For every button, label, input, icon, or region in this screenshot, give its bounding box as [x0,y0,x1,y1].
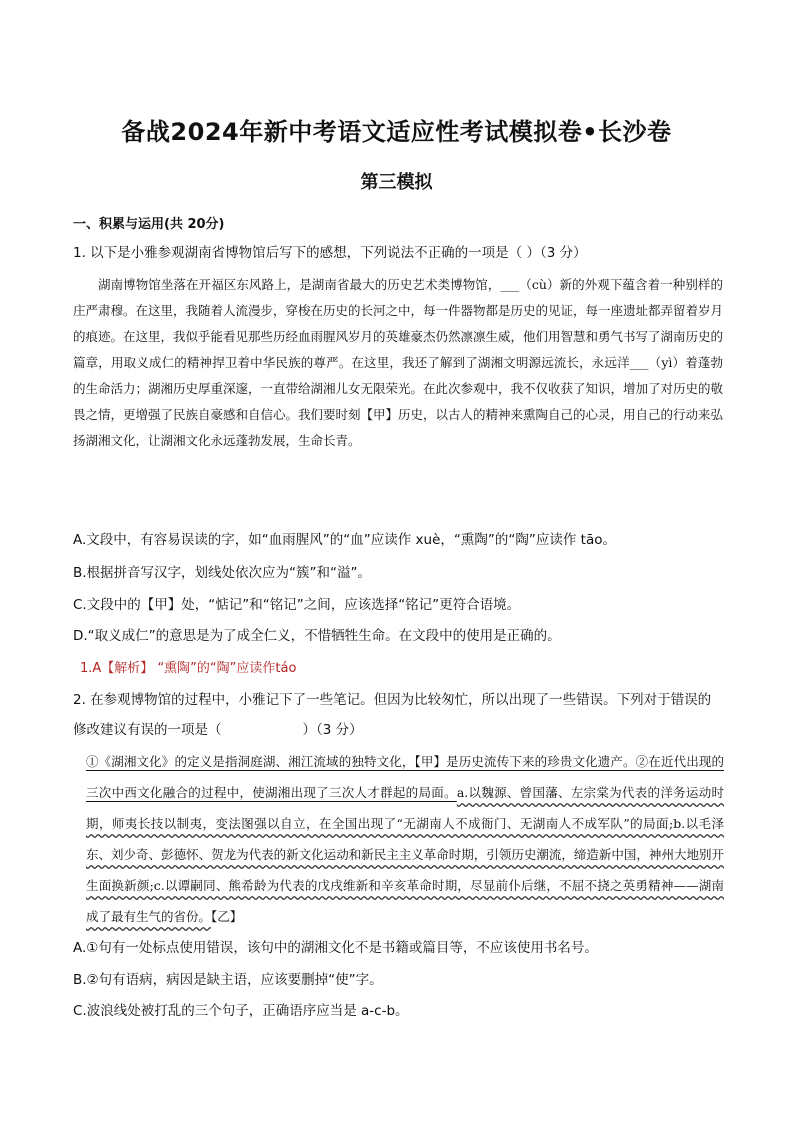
question-2-notes [86,746,724,932]
question-1-option-b: B.根据拼音写汉字，划线处依次应为“簇”和“溢”。 [73,565,372,581]
page-title: 备战2024年新中考语文适应性考试模拟卷•长沙卷 [121,118,672,146]
notes-sentence-1: ①《湖湘文化》的定义是指洞庭湖、湘江流域的独特文化，【甲】是历史流传下来的珍贵文化遗产。 [86,754,636,769]
page-subtitle: 第三模拟 [360,172,433,193]
question-1-option-a: A.文段中，有容易误读的字，如“血雨腥风”的“血”应读作 xuè，“熏陶”的“陶”应读作 tāo。 [73,532,616,548]
question-2-stem: 2. 在参观博物馆的过程中，小雅记下了一些笔记。但因为比较匆忙，所以出现了一些错误。下列对于错误的修改建议有误的一项是（ ）（3 分） [73,692,712,738]
question-1-answer [80,657,296,676]
question-1-option-d: D.“取义成仁”的意思是为了成全仁义，不惜牺牲生命。在文段中的使用是正确的。 [73,628,561,644]
question-2-option-c: C.波浪线处被打乱的三个句子，正确语序应当是 a-c-b。 [73,1003,409,1019]
notes-tail: 【乙】 [211,909,243,924]
notes-wavy-sentences: a.以魏源、曾国藩、左宗棠为代表的洋务运动时期，师夷长技以制夷，变法图强以自立，在全国出现了“无湖南人不成衙门、无湖南人不成军队”的局面;b.以毛泽东、刘少奇、彭德怀、贺龙为代表的新文化运动和新民主主义革命时期，引领历史潮流，缔造新中国，神州大地别开生面换新颜;c.以谭嗣同、熊希龄为代表的戊戌维新和辛亥革命时期，尽显前仆后继，不屈不挠之英勇精神——湖南成了最有生气的省份。 [86,785,724,924]
answer-label: 1.A【解析】 [80,661,154,676]
notes-sentence-2: ②在近代出现的三次中西文化融合的过程中，使湖湘出现了三次人才群起的局面。 [86,754,724,800]
question-2-option-b: B.②句有语病，病因是缺主语，应该要删掉“使”字。 [73,972,383,988]
section-heading: 一、积累与运用(共 20分) [73,217,225,232]
answer-explanation: “熏陶”的“陶”应读作táo [157,661,297,676]
question-1-passage [73,272,723,454]
passage-text: 湖南博物馆坐落在开福区东风路上，是湖南省最大的历史艺术类博物馆，___（cù）新的外观下蕴含着一种别样的庄严肃穆。在这里，我随着人流漫步，穿梭在历史的长河之中，每一件器物都是历史的见证，每一座遗址都弄留着岁月的痕迹。在这里，我似乎能看见那些历经血雨腥风岁月的英雄豪杰仍然凛凛生威，他们用智慧和勇气书写了湖南历史的篇章，用取义成仁的精神捍卫着中华民族的尊严。在这里，我还了解到了湖湘文明源远流长，永远洋___（yì）着蓬勃的生命活力；湖湘历史厚重深邃，一直带给湖湘儿女无限荣光。在此次参观中，我不仅收获了知识，增加了对历史的敬畏之情，更增强了民族自豪感和自信心。我们要时刻【甲】历史，以古人的精神来熏陶自己的心灵，用自己的行动来弘扬湖湘文化，让湖湘文化永远蓬勃发展，生命长青。 [73,277,724,448]
question-1-stem: 1. 以下是小雅参观湖南省博物馆后写下的感想，下列说法不正确的一项是（ ）（3 分） [73,245,587,261]
question-2-option-a: A.①句有一处标点使用错误，该句中的湖湘文化不是书籍或篇目等，不应该使用书名号。 [73,940,598,956]
question-1-option-c: C.文段中的【甲】处，“惦记”和“铭记”之间，应该选择“铭记”更符合语境。 [73,597,521,613]
